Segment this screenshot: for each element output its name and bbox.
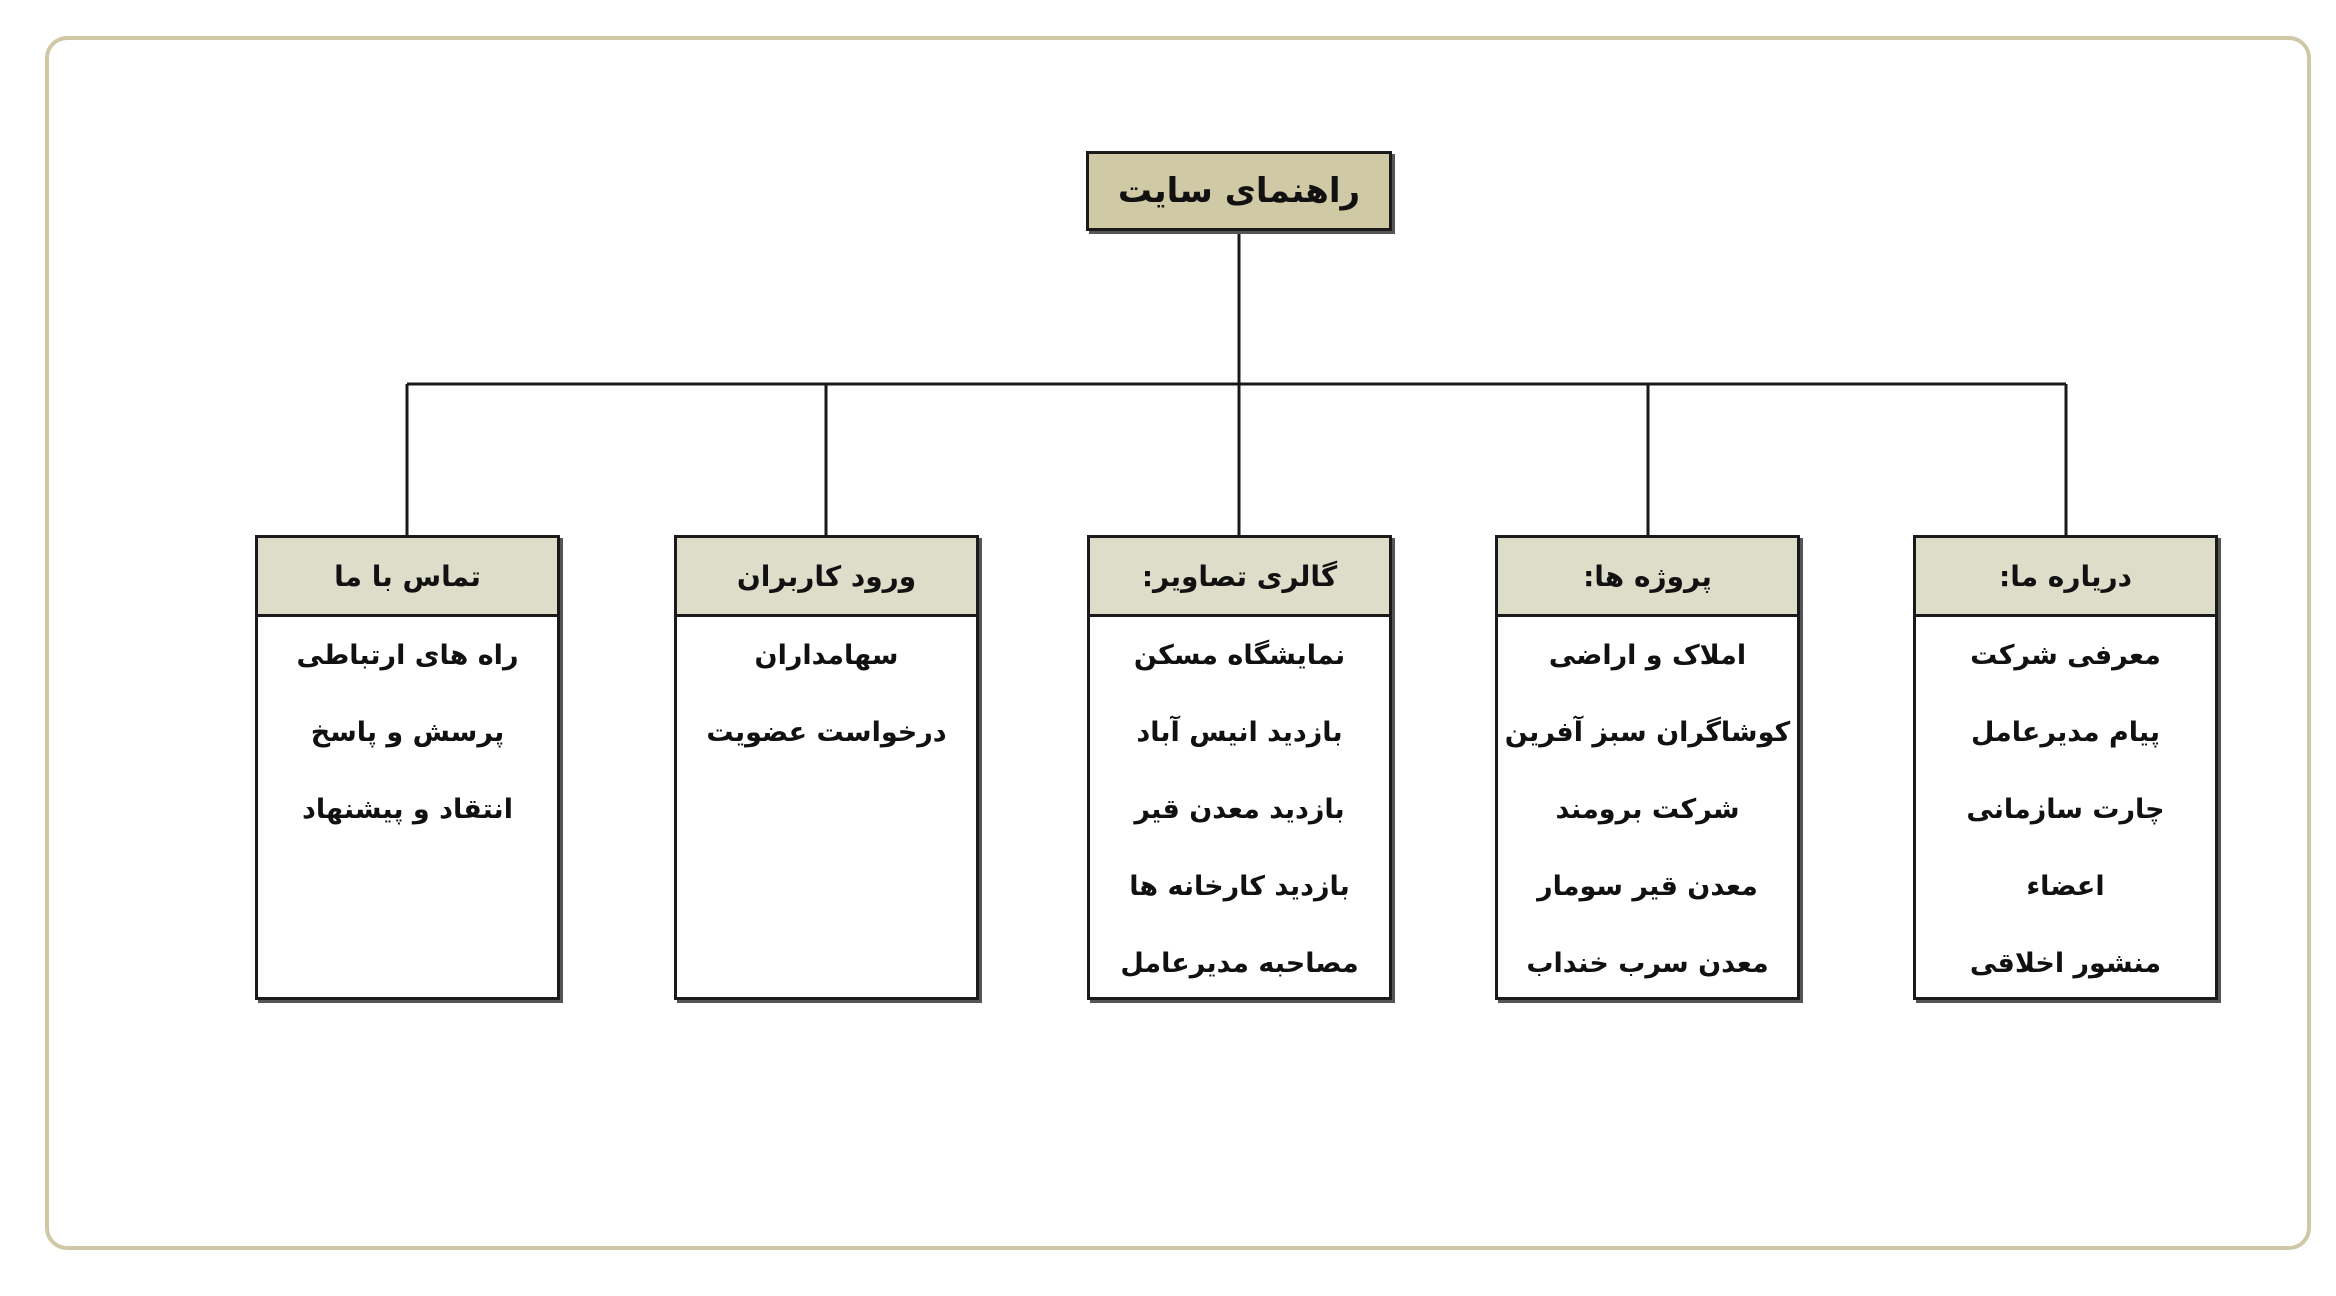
- list-item[interactable]: پیام مدیرعامل: [1970, 717, 2161, 748]
- list-item[interactable]: چارت سازمانی: [1966, 794, 2165, 825]
- column-about-title: دریاره ما:: [1999, 559, 2132, 593]
- column-login-title: ورود کاربران: [736, 559, 917, 593]
- list-item[interactable]: مصاحبه مدیرعامل: [1120, 948, 1359, 979]
- root-title: راهنمای سایت: [1117, 171, 1361, 211]
- list-item[interactable]: نمایشگاه مسکن: [1133, 640, 1346, 671]
- list-item[interactable]: بازدید انیس آباد: [1136, 717, 1343, 748]
- column-contact-title: تماس با ما: [334, 559, 481, 593]
- list-item[interactable]: سهامداران: [754, 640, 899, 671]
- column-projects-header[interactable]: [1498, 538, 1797, 617]
- list-item[interactable]: معرفی شرکت: [1970, 640, 2161, 671]
- column-login-header[interactable]: [677, 538, 976, 617]
- column-gallery-title: گالری تصاویر:: [1141, 559, 1338, 593]
- column-gallery: [1087, 535, 1392, 1000]
- column-about-header[interactable]: [1916, 538, 2215, 617]
- list-item[interactable]: پرسش و پاسخ: [310, 717, 505, 748]
- column-about: [1913, 535, 2218, 1000]
- column-projects-title: پروژه ها:: [1583, 559, 1712, 593]
- list-item[interactable]: کوشاگران سبز آفرین: [1504, 717, 1791, 748]
- column-contact: [255, 535, 560, 1000]
- list-item[interactable]: اعضاء: [2026, 871, 2105, 902]
- list-item[interactable]: معدن سرب خنداب: [1526, 948, 1769, 979]
- list-item[interactable]: منشور اخلاقی: [1969, 948, 2162, 979]
- list-item[interactable]: معدن قیر سومار: [1537, 871, 1758, 902]
- root-node[interactable]: [1086, 151, 1392, 231]
- column-login: [674, 535, 979, 1000]
- list-item[interactable]: شرکت برومند: [1555, 794, 1740, 825]
- column-contact-header[interactable]: [258, 538, 557, 617]
- list-item[interactable]: بازدید معدن قیر: [1134, 794, 1345, 825]
- list-item[interactable]: بازدید کارخانه ها: [1129, 871, 1350, 902]
- list-item[interactable]: درخواست عضویت: [706, 717, 947, 748]
- list-item[interactable]: املاک و اراضی: [1548, 640, 1747, 671]
- column-projects: [1495, 535, 1800, 1000]
- list-item[interactable]: راه های ارتباطی: [296, 640, 519, 671]
- list-item[interactable]: انتقاد و پیشنهاد: [302, 794, 513, 825]
- column-gallery-header[interactable]: [1090, 538, 1389, 617]
